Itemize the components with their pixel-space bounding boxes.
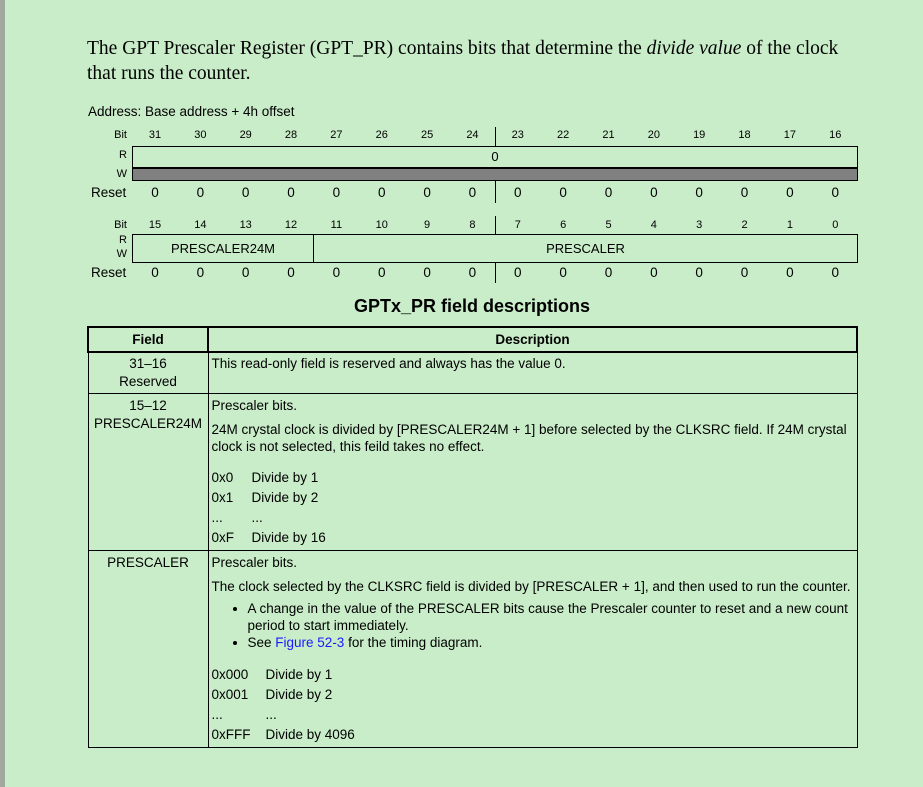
bit-number: 29	[239, 129, 252, 141]
reset-value: 0	[695, 185, 703, 200]
reset-value: 0	[196, 265, 205, 280]
description-text: 24M crystal clock is divided by [PRESCALER24M + 1] before selected by the CLKSRC field. If 24M crystal clock is not selected, this feild takes no effect.	[211, 422, 847, 454]
reset-value: 0	[332, 265, 341, 280]
field-name: PRESCALER24M	[93, 416, 203, 431]
bit-number: 25	[420, 129, 434, 141]
reset-value: 0	[332, 185, 341, 200]
byte-divider	[495, 263, 496, 283]
reset-value: 0	[786, 185, 794, 200]
reset-value: 0	[423, 265, 431, 280]
reset-label-upper: Reset	[91, 185, 127, 200]
intro-paragraph	[87, 36, 857, 86]
description-cell	[208, 352, 857, 394]
bullet-list	[212, 600, 854, 651]
bit-number: 28	[284, 129, 298, 141]
value-code: 0x0	[211, 470, 234, 485]
prescaler24m-field	[132, 234, 314, 263]
bit-number: 5	[605, 219, 612, 231]
value-text: Divide by 1	[265, 667, 333, 682]
bit-number: 16	[829, 129, 842, 141]
value-row	[212, 725, 854, 745]
prescaler-field-label: PRESCALER	[546, 241, 625, 256]
value-text: ...	[265, 707, 277, 722]
upper-read-field	[132, 146, 858, 168]
bit-number: 6	[560, 219, 567, 231]
bit-number: 1	[786, 219, 793, 231]
description-cell	[208, 551, 857, 748]
reset-value: 0	[604, 185, 613, 200]
field-cell	[88, 352, 208, 394]
reset-value: 0	[559, 265, 567, 280]
value-row	[212, 468, 854, 488]
register-address: Address: Base address + 4h offset	[88, 104, 295, 119]
intro-text: The GPT Prescaler Register (GPT_PR) contains bits that determine the	[87, 38, 647, 59]
reset-value: 0	[196, 185, 205, 200]
reset-value: 0	[151, 265, 159, 280]
table-title: GPTx_PR field descriptions	[353, 296, 591, 316]
description-text: The clock selected by the CLKSRC field is divided by [PRESCALER + 1], and then used to run the counter.	[211, 579, 851, 594]
table-row	[88, 394, 857, 551]
value-text: Divide by 16	[251, 530, 326, 545]
bit-number: 26	[375, 129, 388, 141]
value-code: 0x001	[211, 687, 249, 702]
value-code: 0xFFF	[211, 727, 251, 742]
reset-value: 0	[695, 265, 703, 280]
bullet-text: See	[247, 635, 276, 650]
reset-value: 0	[604, 265, 613, 280]
value-code: 0x000	[211, 667, 249, 682]
reset-value: 0	[151, 185, 159, 200]
reset-value: 0	[241, 185, 250, 200]
value-text: Divide by 4096	[265, 727, 355, 742]
value-list	[212, 665, 854, 745]
bit-number: 17	[783, 129, 797, 141]
intro-text-end: of the clock that runs the counter.	[87, 38, 839, 84]
value-code: ...	[211, 707, 223, 722]
prescaler24m-field-label: PRESCALER24M	[170, 241, 276, 256]
description-text: This read-only field is reserved and always has the value 0.	[211, 356, 566, 371]
bit-number: 20	[647, 129, 660, 141]
description-title: Prescaler bits.	[211, 555, 298, 570]
figure-link[interactable]: Figure 52-3	[275, 635, 345, 650]
field-descriptions-table	[87, 326, 858, 748]
bit-number: 19	[693, 129, 706, 141]
bit-number: 24	[466, 129, 479, 141]
upper-read-value: 0	[491, 149, 499, 164]
reset-value: 0	[740, 265, 749, 280]
bit-number: 18	[738, 129, 751, 141]
w-label-lower: W	[116, 248, 127, 260]
value-text: Divide by 1	[251, 470, 319, 485]
r-label-upper: R	[119, 149, 127, 161]
bit-number: 2	[741, 219, 748, 231]
field-name: PRESCALER	[107, 555, 189, 570]
byte-divider	[495, 181, 496, 203]
reset-value: 0	[468, 185, 477, 200]
bit-number: 23	[511, 129, 524, 141]
value-text: Divide by 2	[265, 687, 333, 702]
table-header-row	[88, 327, 857, 352]
value-row	[212, 705, 854, 725]
prescaler-field	[313, 234, 858, 263]
reset-value: 0	[740, 185, 749, 200]
bit-number: 0	[832, 219, 839, 231]
reset-value: 0	[423, 185, 431, 200]
bit-number: 11	[330, 219, 343, 231]
field-name: Reserved	[119, 374, 177, 389]
reset-value: 0	[831, 185, 839, 200]
bit-number: 15	[148, 219, 162, 231]
reset-value: 0	[514, 265, 522, 280]
bullet-item	[248, 634, 854, 651]
bit-label-upper: Bit	[114, 129, 127, 141]
upper-write-reserved-field	[132, 168, 858, 181]
bit-number: 27	[330, 129, 343, 141]
bullet-text: for the timing diagram.	[344, 635, 483, 650]
reset-label-lower: Reset	[91, 265, 127, 280]
value-row	[212, 528, 854, 548]
bit-number: 7	[514, 219, 521, 231]
value-row	[212, 685, 854, 705]
reset-value: 0	[241, 265, 250, 280]
bit-number: 13	[239, 219, 252, 231]
bit-number: 21	[602, 129, 615, 141]
bit-number: 3	[696, 219, 703, 231]
reset-value: 0	[786, 265, 794, 280]
value-row	[212, 665, 854, 685]
value-text: ...	[251, 510, 263, 525]
bit-number: 30	[194, 129, 207, 141]
intro-italic-text: divide value	[646, 38, 742, 59]
r-label-lower: R	[119, 234, 127, 246]
reset-value: 0	[287, 265, 295, 280]
reset-value: 0	[377, 265, 386, 280]
field-cell	[88, 551, 208, 748]
bit-number: 4	[650, 219, 657, 231]
description-title: Prescaler bits.	[211, 398, 298, 413]
value-list	[212, 468, 854, 548]
reset-value: 0	[559, 185, 567, 200]
value-text: Divide by 2	[251, 490, 319, 505]
header-field: Field	[88, 327, 208, 352]
field-cell	[88, 394, 208, 551]
table-row	[88, 551, 857, 748]
bit-number: 8	[469, 219, 476, 231]
left-border-bar	[0, 0, 5, 787]
bit-number: 12	[284, 219, 298, 231]
reset-value: 0	[287, 185, 295, 200]
reset-value: 0	[468, 265, 477, 280]
value-code: ...	[211, 510, 223, 525]
value-code: 0x1	[211, 490, 234, 505]
value-row	[212, 508, 854, 528]
bullet-item: • A change in the value of the PRESCALER bits cause the Prescaler counter to reset and a new count period to start immediately.	[248, 600, 854, 634]
reset-value: 0	[650, 185, 658, 200]
description-cell	[208, 394, 857, 551]
reset-value: 0	[831, 265, 839, 280]
bit-number: 9	[424, 219, 431, 231]
bit-label-lower: Bit	[114, 219, 127, 231]
value-row	[212, 488, 854, 508]
bit-number: 31	[148, 129, 162, 141]
bit-number: 14	[194, 219, 207, 231]
field-bits: 31–16	[129, 356, 167, 371]
reset-value: 0	[514, 185, 522, 200]
field-bits: 15–12	[129, 398, 167, 413]
reset-value: 0	[377, 185, 386, 200]
header-description: Description	[208, 327, 857, 352]
reset-value: 0	[650, 265, 658, 280]
byte-divider	[495, 216, 496, 234]
byte-divider	[495, 127, 496, 146]
bit-number: 10	[375, 219, 388, 231]
bit-number: 22	[557, 129, 570, 141]
w-label-upper: W	[116, 168, 127, 180]
table-row	[88, 352, 857, 394]
value-code: 0xF	[211, 530, 235, 545]
